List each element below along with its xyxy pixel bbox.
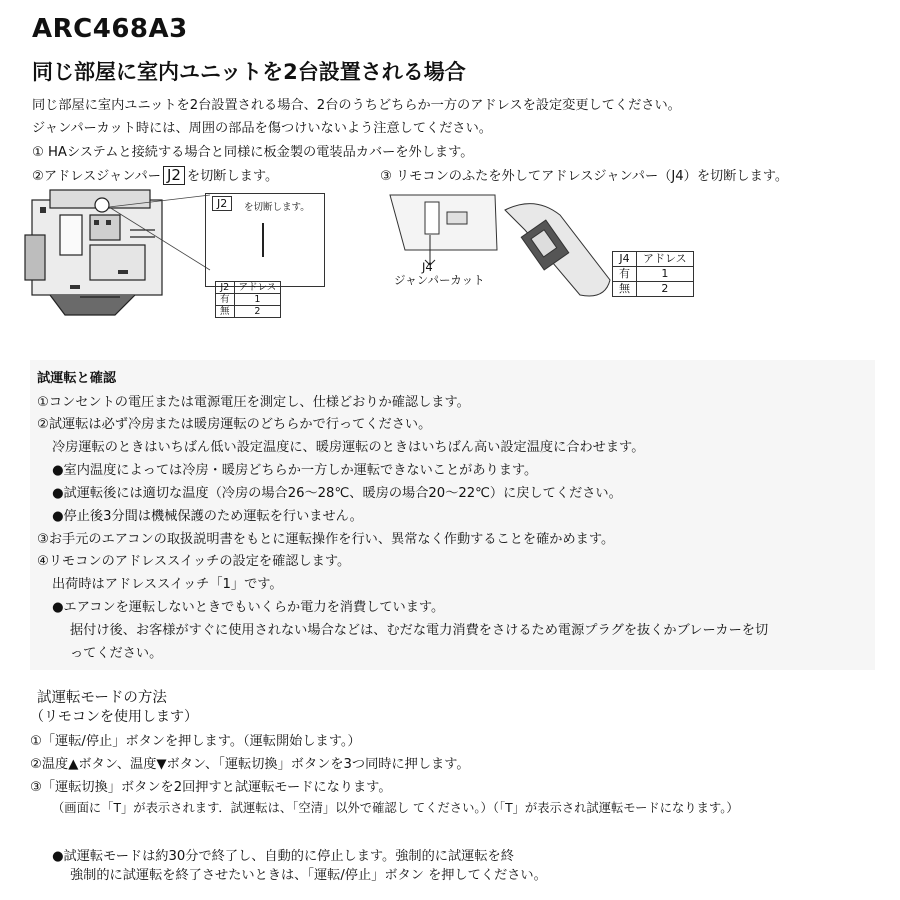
test-mode-heading: 試運転モードの方法 — [37, 690, 167, 706]
table-cell: 有 — [613, 267, 637, 282]
step-2-suffix: を切断します。 — [186, 169, 279, 184]
intro-line-1: 同じ部屋に室内ユニットを2台設置される場合、2台のうちどちらか一方のアドレスを設定変更してください。 — [32, 98, 681, 113]
test-run-heading: 試運転と確認 — [37, 371, 117, 386]
table-row — [613, 282, 694, 297]
table-cell: 無 — [613, 282, 637, 297]
test-run-line: ●停止後3分間は機械保護のため運転を行いません。 — [52, 509, 363, 524]
test-run-line: ①コンセントの電圧または電源電圧を測定し、仕様どおりか確認します。 — [37, 395, 470, 410]
j4-caption-2: ジャンパーカット — [394, 273, 485, 287]
j2-address-table — [215, 281, 281, 318]
table-cell: 無 — [216, 306, 235, 318]
j4-caption-1: J4 — [422, 260, 433, 274]
test-run-line: 冷房運転のときはいちばん低い設定温度に、暖房運転のときはいちばん高い設定温度に合わせます。 — [52, 440, 645, 455]
table-header: J4 — [613, 252, 637, 267]
table-header: アドレス — [637, 252, 694, 267]
intro-step-2 — [32, 166, 278, 185]
j4-address-table — [612, 251, 694, 297]
intro-line-2: ジャンパーカット時には、周囲の部品を傷つけいないよう注意してください。 — [32, 121, 492, 136]
table-cell: 2 — [234, 306, 281, 318]
table-row — [613, 267, 694, 282]
table-row — [216, 306, 281, 318]
test-run-line: ●エアコンを運転しないときでもいくらか電力を消費しています。 — [52, 600, 445, 615]
test-run-line: ②試運転は必ず冷房または暖房運転のどちらかで行ってください。 — [37, 417, 432, 432]
test-mode-line: 強制的に試運転を終了させたいときは、「運転/停止」ボタン を押してください。 — [70, 868, 547, 883]
test-mode-line: （画面に「T」が表示されます．試運転は、「空清」以外で確認し てください。）（「T」が表示され試運転モードになります。） — [52, 801, 739, 815]
table-cell: 1 — [637, 267, 694, 282]
test-run-line: ●試運転後には適切な温度（冷房の場合26～28℃、暖房の場合20～22℃）に戻してください。 — [52, 486, 622, 501]
table-row — [216, 294, 281, 306]
step-2-prefix: ②アドレスジャンパー — [32, 169, 161, 184]
table-row — [216, 282, 281, 294]
table-header: J2 — [216, 282, 235, 294]
test-mode-line: ①「運転/停止」ボタンを押します。（運転開始します。） — [30, 734, 361, 749]
intro-step-1: ① HAシステムと接続する場合と同様に板金製の電装品カバーを外します。 — [32, 145, 474, 160]
test-run-line: 出荷時はアドレススイッチ「1」です。 — [52, 577, 283, 592]
jumper-j2-label: J2 — [163, 166, 185, 185]
table-row — [613, 252, 694, 267]
intro-step-3: ③ リモコンのふたを外してアドレスジャンパー（J4）を切断します。 — [380, 169, 789, 184]
callout-cut-text: を切断します。 — [244, 202, 310, 213]
test-run-line: ってください。 — [70, 646, 163, 661]
test-mode-line: ②温度▲ボタン、温度▼ボタン、「運転切換」ボタンを3つ同時に押します。 — [30, 757, 470, 772]
test-mode-line: ③「運転切換」ボタンを2回押すと試運転モードになります。 — [30, 780, 392, 795]
table-header: アドレス — [234, 282, 281, 294]
test-mode-line: ●試運転モードは約30分で終了し、自動的に停止します。強制的に試運転を終 — [52, 849, 514, 864]
test-run-line: ③お手元のエアコンの取扱説明書をもとに運転操作を行い、異常なく作動することを確かめます。 — [37, 532, 615, 547]
test-run-line: ④リモコンのアドレススイッチの設定を確認します。 — [37, 554, 351, 569]
test-run-line: 据付け後、お客様がすぐに使用されない場合などは、むだな電力消費をさけるため電源プラグを抜くかブレーカーを切 — [70, 623, 769, 638]
table-cell: 1 — [234, 294, 281, 306]
table-cell: 有 — [216, 294, 235, 306]
jumper-wire-j2 — [262, 223, 264, 257]
callout-j2-label: J2 — [212, 196, 232, 211]
page-subtitle: 同じ部屋に室内ユニットを2台設置される場合 — [32, 60, 466, 84]
model-number: ARC468A3 — [32, 14, 188, 44]
test-run-line: ●室内温度によっては冷房・暖房どちらか一方しか運転できないことがあります。 — [52, 463, 538, 478]
table-cell: 2 — [637, 282, 694, 297]
test-mode-subheading: （リモコンを使用します） — [30, 709, 198, 725]
